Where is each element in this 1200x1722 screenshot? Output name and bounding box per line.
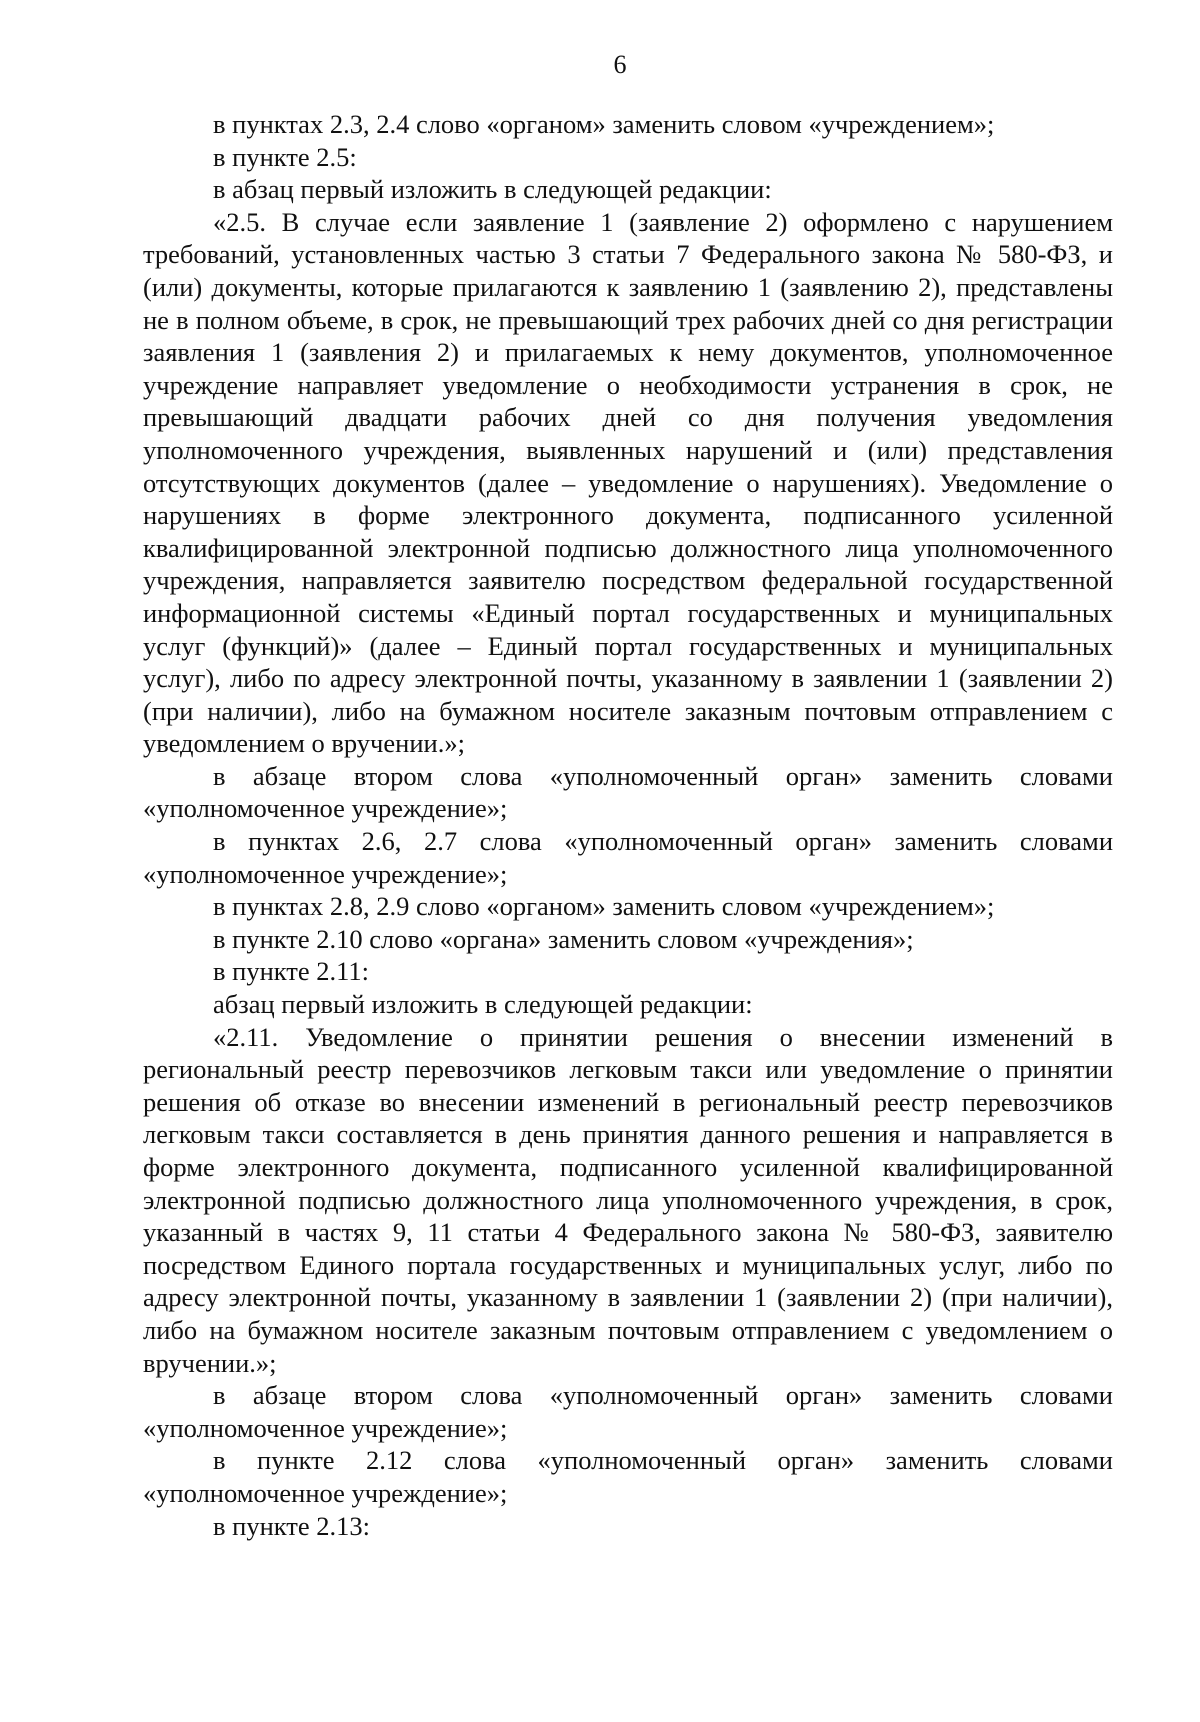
paragraph-amend-2-8-2-9: в пунктах 2.8, 2.9 слово «органом» заменить словом «учреждением»; bbox=[213, 891, 995, 922]
paragraph-point-2-13: в пункте 2.13: bbox=[213, 1510, 370, 1541]
paragraph-amend-2-10: в пункте 2.10 слово «органа» заменить словом «учреждения»; bbox=[213, 923, 914, 954]
paragraph-text-2-5: «2.5. В случае если заявление 1 (заявление 2) оформлено с нарушением требований, установленных частью 3 статьи 7 Федерального закона № 580-ФЗ, и (или) документы, которые прилагаются к заявлению 1 (заявлению 2), представлены не в полном объеме, в срок, не превышающий трех рабочих дней со дня регистрации заявления 1 (заявления 2) и прилагаемых к нему документов, уполномоченное учреждение направляет уведомление о необходимости устранения в срок, не превышающий двадцати рабочих дней со дня получения уведомления уполномоченного учреждения, выявленных нарушений и (или) представления отсутствующих документов (далее – уведомление о нарушениях). Уведомление о нарушениях в форме электронного документа, подписанного усиленной квалифицированной электронной подписью должностного лица уполномоченного учреждения, направляется заявителю посредством федеральной государственной информационной системы «Единый портал государственных и муниципальных услуг (функций)» (далее – Единый портал государственных и муниципальных услуг), либо по адресу электронной почты, указанному в заявлении 1 (заявлении 2) (при наличии), либо на бумажном носителе заказным почтовым отправлением с уведомлением о вручении.»; bbox=[143, 206, 1113, 759]
paragraph-point-2-5: в пункте 2.5: bbox=[213, 141, 357, 172]
paragraph-text-2-11: «2.11. Уведомление о принятии решения о внесении изменений в региональный реестр перевозчиков легковым такси или уведомление о принятии решения об отказе во внесении изменений в региональный реестр перевозчиков легковым такси составляется в день принятия данного решения и направляется в форме электронного документа, подписанного усиленной квалифицированной электронной подписью должностного лица уполномоченного учреждения, в срок, указанный в частях 9, 11 статьи 4 Федерального закона № 580-ФЗ, заявителю посредством Единого портала государственных и муниципальных услуг, либо по адресу электронной почты, указанному в заявлении 1 (заявлении 2) (при наличии), либо на бумажном носителе заказным почтовым отправлением с уведомлением о вручении.»; bbox=[143, 1021, 1113, 1378]
document-body bbox=[143, 108, 1113, 1542]
page-number: 6 bbox=[613, 50, 627, 79]
paragraph-amend-2-3-2-4: в пунктах 2.3, 2.4 слово «органом» заменить словом «учреждением»; bbox=[213, 109, 995, 139]
paragraph-first-abzac-2-11: абзац первый изложить в следующей редакции: bbox=[213, 989, 753, 1020]
paragraph-second-abzac-2-5: в абзаце втором слова «уполномоченный орган» заменить словами «уполномоченное учреждение»; bbox=[143, 760, 1113, 824]
paragraph-point-2-11: в пункте 2.11: bbox=[213, 956, 369, 987]
paragraph-first-abzac-2-5: в абзац первый изложить в следующей редакции: bbox=[213, 174, 772, 205]
paragraph-second-abzac-2-11: в абзаце втором слова «уполномоченный орган» заменить словами «уполномоченное учреждение»; bbox=[143, 1380, 1113, 1443]
paragraph-amend-2-12: в пункте 2.12 слова «уполномоченный орган» заменить словами «уполномоченное учреждение»; bbox=[143, 1445, 1113, 1508]
paragraph-amend-2-6-2-7: в пунктах 2.6, 2.7 слова «уполномоченный орган» заменить словами «уполномоченное учреждение»; bbox=[143, 826, 1113, 889]
